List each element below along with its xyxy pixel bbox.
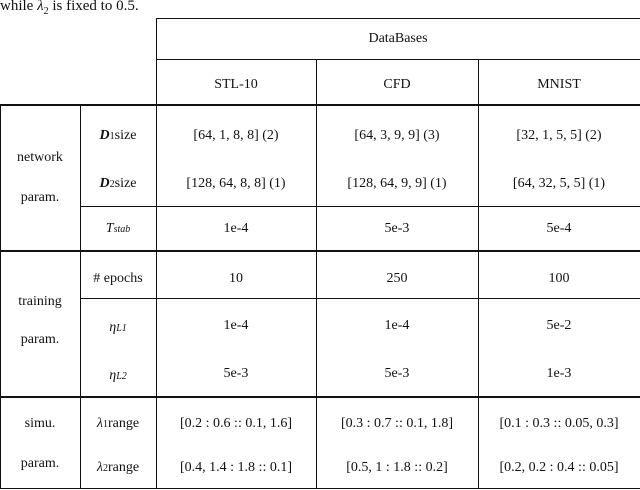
value-eta-l1-cfd: 1e-4 bbox=[384, 318, 410, 333]
param-d2-suffix: size bbox=[114, 176, 137, 191]
rule-group-header bbox=[156, 59, 640, 60]
param-d1-symbol: D bbox=[99, 128, 110, 143]
param-d2 bbox=[80, 170, 156, 198]
value-eta-l2-cfd: 5e-3 bbox=[384, 366, 410, 381]
rule-training-inner bbox=[80, 298, 640, 299]
param-eta-l2-sub: L2 bbox=[116, 370, 127, 382]
value-d2-stl10: [128, 64, 8, 8] (1) bbox=[186, 176, 286, 191]
rule-bottom bbox=[0, 488, 640, 489]
value-lambda2-stl10: [0.4, 1.4 : 1.8 :: 0.1] bbox=[180, 460, 292, 475]
value-eta-l1-mnist: 5e-2 bbox=[546, 318, 572, 333]
value-lambda1-mnist: [0.1 : 0.3 :: 0.05, 0.3] bbox=[499, 416, 619, 431]
value-tstab-cfd: 5e-3 bbox=[384, 221, 410, 236]
param-lambda2-suffix: range bbox=[107, 460, 140, 475]
value-d1-cfd: [64, 3, 9, 9] (3) bbox=[354, 128, 440, 143]
header-col-cfd: CFD bbox=[383, 77, 411, 92]
header-databases: DataBases bbox=[368, 30, 428, 46]
rule-training-bottom bbox=[0, 396, 640, 398]
section-training-label-1: training bbox=[18, 294, 62, 309]
param-eta-l1-symbol: η bbox=[109, 320, 117, 335]
value-lambda2-cfd: [0.5, 1 : 1.8 :: 0.2] bbox=[346, 460, 448, 475]
param-d2-symbol: D bbox=[99, 176, 110, 191]
param-lambda1-sub: 1 bbox=[102, 418, 108, 430]
rule-header-bottom bbox=[0, 104, 640, 106]
section-training-label-2: param. bbox=[20, 332, 60, 347]
value-epochs-mnist: 100 bbox=[548, 271, 570, 286]
section-simu-label-1: simu. bbox=[24, 416, 56, 431]
param-epochs: # epochs bbox=[93, 271, 143, 286]
param-tstab-sub: stab bbox=[113, 223, 131, 235]
value-eta-l1-stl10: 1e-4 bbox=[223, 318, 249, 333]
param-eta-l2-symbol: η bbox=[109, 368, 117, 383]
param-lambda1 bbox=[80, 410, 156, 438]
header-col-mnist: MNIST bbox=[537, 77, 581, 92]
value-epochs-cfd: 250 bbox=[386, 271, 408, 286]
intro-prefix: while bbox=[0, 0, 38, 14]
param-lambda1-suffix: range bbox=[107, 416, 140, 431]
param-lambda2 bbox=[80, 454, 156, 482]
param-d1-suffix: size bbox=[114, 128, 137, 143]
value-tstab-mnist: 5e-4 bbox=[546, 221, 572, 236]
section-network-label-2: param. bbox=[20, 190, 60, 205]
param-eta-l1 bbox=[80, 314, 156, 342]
section-network-label-1: network bbox=[17, 150, 63, 165]
param-d2-sub: 2 bbox=[109, 178, 115, 190]
value-eta-l2-stl10: 5e-3 bbox=[223, 366, 249, 381]
header-col-stl10: STL-10 bbox=[214, 77, 258, 92]
intro-suffix: is fixed to 0.5. bbox=[48, 0, 139, 14]
value-d2-mnist: [64, 32, 5, 5] (1) bbox=[512, 176, 606, 191]
value-d2-cfd: [128, 64, 9, 9] (1) bbox=[347, 176, 447, 191]
param-eta-l2 bbox=[80, 362, 156, 390]
value-eta-l2-mnist: 1e-3 bbox=[546, 366, 572, 381]
value-lambda1-cfd: [0.3 : 0.7 :: 0.1, 1.8] bbox=[341, 416, 453, 431]
param-tstab-symbol: T bbox=[105, 221, 114, 236]
value-d1-mnist: [32, 1, 5, 5] (2) bbox=[516, 128, 602, 143]
param-lambda2-symbol: λ bbox=[96, 460, 103, 475]
param-d1 bbox=[80, 122, 156, 150]
value-tstab-stl10: 1e-4 bbox=[223, 221, 249, 236]
intro-lambda-symbol: λ bbox=[37, 0, 44, 14]
rule-network-inner bbox=[80, 206, 640, 207]
param-tstab bbox=[80, 214, 156, 244]
value-d1-stl10: [64, 1, 8, 8] (2) bbox=[193, 128, 279, 143]
param-d1-sub: 1 bbox=[109, 130, 115, 142]
intro-lambda-sub: 2 bbox=[43, 6, 49, 17]
param-lambda1-symbol: λ bbox=[96, 416, 103, 431]
value-lambda2-mnist: [0.2, 0.2 : 0.4 :: 0.05] bbox=[499, 460, 619, 475]
param-lambda2-sub: 2 bbox=[102, 462, 108, 474]
value-epochs-stl10: 10 bbox=[229, 271, 243, 286]
section-simu-label-2: param. bbox=[20, 456, 60, 471]
value-lambda1-stl10: [0.2 : 0.6 :: 0.1, 1.6] bbox=[180, 416, 292, 431]
param-eta-l1-sub: L1 bbox=[116, 322, 127, 334]
rule-network-bottom bbox=[0, 250, 640, 252]
